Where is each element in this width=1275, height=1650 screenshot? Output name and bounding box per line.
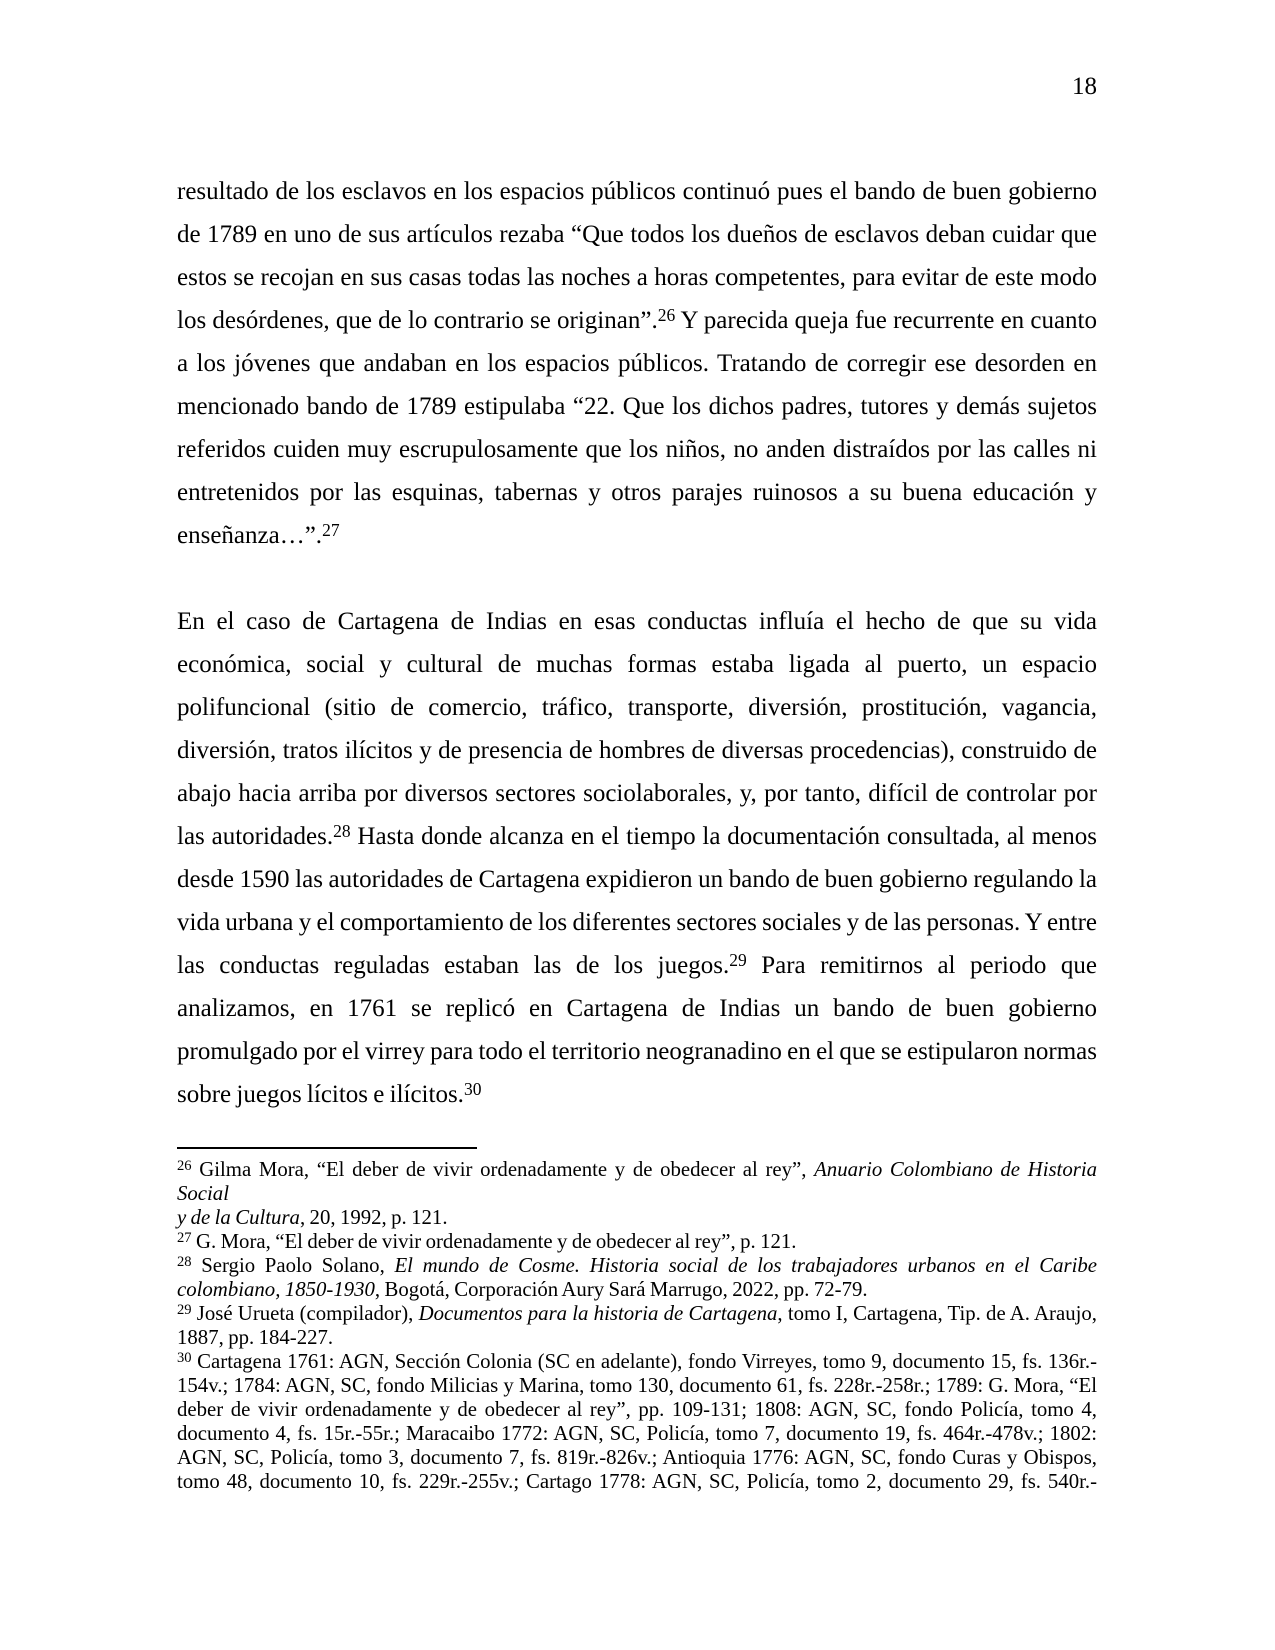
text-run: abajo hacia arriba por diversos sectores sociolaborales, y, por tanto, difícil de controlar por [177,780,1097,807]
text-line [177,428,1097,471]
footnotes-section [177,1158,1097,1494]
paragraph-1 [177,170,1097,557]
text-line [177,858,1097,901]
text-run: Hasta donde alcanza en el tiempo la documentación consultada, al menos [350,823,1097,850]
body-text [177,170,1097,1116]
italic-run: y de la Cultura [177,1206,300,1229]
text-line [177,1073,1097,1116]
text-run: mencionado bando de 1789 estipulaba “22. Que los dichos padres, tutores y demás sujetos [177,393,1097,420]
text-line [177,643,1097,686]
text-line [177,385,1097,428]
text-line [177,1254,1097,1278]
text-line [177,600,1097,643]
italic-run: El mundo de Cosme. Historia social de los trabajadores urbanos en el Caribe [394,1254,1097,1277]
text-line [177,729,1097,772]
footnote-26 [177,1158,1097,1230]
page-number: 18 [1072,73,1097,100]
text-run: sobre juegos lícitos e ilícitos. [177,1081,464,1108]
text-run: entretenidos por las esquinas, tabernas y otros parajes ruinosos a su buena educación y [177,479,1097,506]
text-run: deber de vivir ordenadamente y de obedecer al rey”, pp. 109-131; 1808: AGN, SC, fondo Policía, tomo 4, [177,1398,1097,1421]
text-line [177,944,1097,987]
text-run: las autoridades. [177,823,334,850]
text-line [177,514,1097,557]
text-line [177,170,1097,213]
text-run: tomo 48, documento 10, fs. 229r.-255v.; Cartago 1778: AGN, SC, Policía, tomo 2, documento 29, fs. 540r.- [177,1470,1097,1493]
text-run: enseñanza…”. [177,522,323,549]
text-line [177,1398,1097,1422]
text-line [177,686,1097,729]
text-line [177,299,1097,342]
footnote-ref: 29 [729,950,747,970]
text-line [177,901,1097,944]
text-run: económica, social y cultural de muchas formas estaba ligada al puerto, un espacio [177,651,1097,678]
footnote-ref: 30 [463,1079,482,1099]
text-line [177,1230,1097,1254]
paragraph-2 [177,600,1097,1116]
text-run: analizamos, en 1761 se replicó en Cartagena de Indias un bando de buen gobierno [177,995,1097,1022]
italic-run: Documentos para la historia de Cartagena [418,1302,778,1325]
text-run: Y parecida queja fue recurrente en cuanto [675,307,1097,334]
footnote-ref: 28 [333,821,351,841]
text-run: estos se recojan en sus casas todas las noches a horas competentes, para evitar de este modo [177,264,1097,291]
footnote-ref: 27 [177,1230,192,1247]
text-line [177,1422,1097,1446]
footnote-28 [177,1254,1097,1302]
text-line [177,815,1097,858]
text-line [177,1350,1097,1374]
text-line [177,1302,1097,1326]
text-run: AGN, SC, Policía, tomo 3, documento 7, fs. 819r.-826v.; Antioquia 1776: AGN, SC, fondo Curas y Obispos, [177,1446,1097,1469]
text-line [177,1206,1097,1230]
text-run: referidos cuiden muy escrupulosamente que los niños, no anden distraídos por las calles ni [177,436,1097,463]
text-run: Gilma Mora, “El deber de vivir ordenadamente y de obedecer al rey”, [191,1158,815,1181]
text-run: promulgado por el virrey para todo el territorio neogranadino en el que se estipularon normas [177,1038,1097,1065]
footnote-ref: 30 [177,1350,192,1367]
text-run: G. Mora, “El deber de vivir ordenadamente y de obedecer al rey”, p. 121. [191,1230,797,1253]
text-run: vida urbana y el comportamiento de los diferentes sectores sociales y de las personas. Y entre [177,909,1097,936]
text-run: En el caso de Cartagena de Indias en esas conductas influía el hecho de que su vida [177,608,1097,635]
text-run: , tomo I, Cartagena, Tip. de A. Araujo, [777,1302,1097,1325]
text-run: las conductas reguladas estaban las de los juegos. [177,952,730,979]
footnote-ref: 27 [322,520,340,540]
text-run: resultado de los esclavos en los espacios públicos continuó pues el bando de buen gobierno [177,178,1097,205]
footnote-29 [177,1302,1097,1350]
text-line [177,1374,1097,1398]
italic-run: colombiano, 1850-1930 [177,1278,375,1301]
text-line [177,1278,1097,1302]
text-line [177,987,1097,1030]
footnote-27 [177,1230,1097,1254]
text-run: a los jóvenes que andaban en los espacios públicos. Tratando de corregir ese desorden en [177,350,1097,377]
text-run: , Bogotá, Corporación Aury Sará Marrugo, 2022, pp. 72-79. [374,1278,868,1301]
text-line [177,1446,1097,1470]
text-line [177,471,1097,514]
text-run: , 20, 1992, p. 121. [299,1206,448,1229]
footnote-ref: 26 [657,305,676,325]
text-run: Cartagena 1761: AGN, Sección Colonia (SC en adelante), fondo Virreyes, tomo 9, documento 15, fs. 136r.- [191,1350,1097,1373]
text-line [177,1158,1097,1206]
text-line [177,772,1097,815]
footnote-ref: 29 [177,1302,192,1319]
text-line [177,1030,1097,1073]
footnote-30 [177,1350,1097,1494]
text-run: Sergio Paolo Solano, [191,1254,395,1277]
text-run: desde 1590 las autoridades de Cartagena expidieron un bando de buen gobierno regulando la [177,866,1097,893]
text-line [177,213,1097,256]
footnote-ref: 26 [177,1158,192,1175]
italic-run: Anuario Colombiano de Historia Social [177,1158,1098,1205]
text-run: José Urueta (compilador), [191,1302,419,1325]
text-run: documento 4, fs. 15r.-55r.; Maracaibo 1772: AGN, SC, Policía, tomo 7, documento 19, fs. 464r.-478v.; 1802: [177,1422,1097,1445]
text-run: diversión, tratos ilícitos y de presencia de hombres de diversas procedencias), construido de [177,737,1097,764]
text-line [177,1326,1097,1350]
text-run: de 1789 en uno de sus artículos rezaba “Que todos los dueños de esclavos deban cuidar que [177,221,1097,248]
text-run: 1887, pp. 184-227. [177,1326,334,1349]
footnote-ref: 28 [177,1254,192,1271]
text-line [177,342,1097,385]
text-run: los desórdenes, que de lo contrario se originan”. [177,307,658,334]
text-run: Para remitirnos al periodo que [746,952,1097,979]
text-line [177,256,1097,299]
text-line [177,1470,1097,1494]
text-run: 154v.; 1784: AGN, SC, fondo Milicias y Marina, tomo 130, documento 61, fs. 228r.-258r.; 1789: G. Mora, “El [177,1374,1097,1397]
text-run: polifuncional (sitio de comercio, tráfico, transporte, diversión, prostitución, vagancia, [177,694,1097,721]
footnote-separator [177,1147,477,1149]
